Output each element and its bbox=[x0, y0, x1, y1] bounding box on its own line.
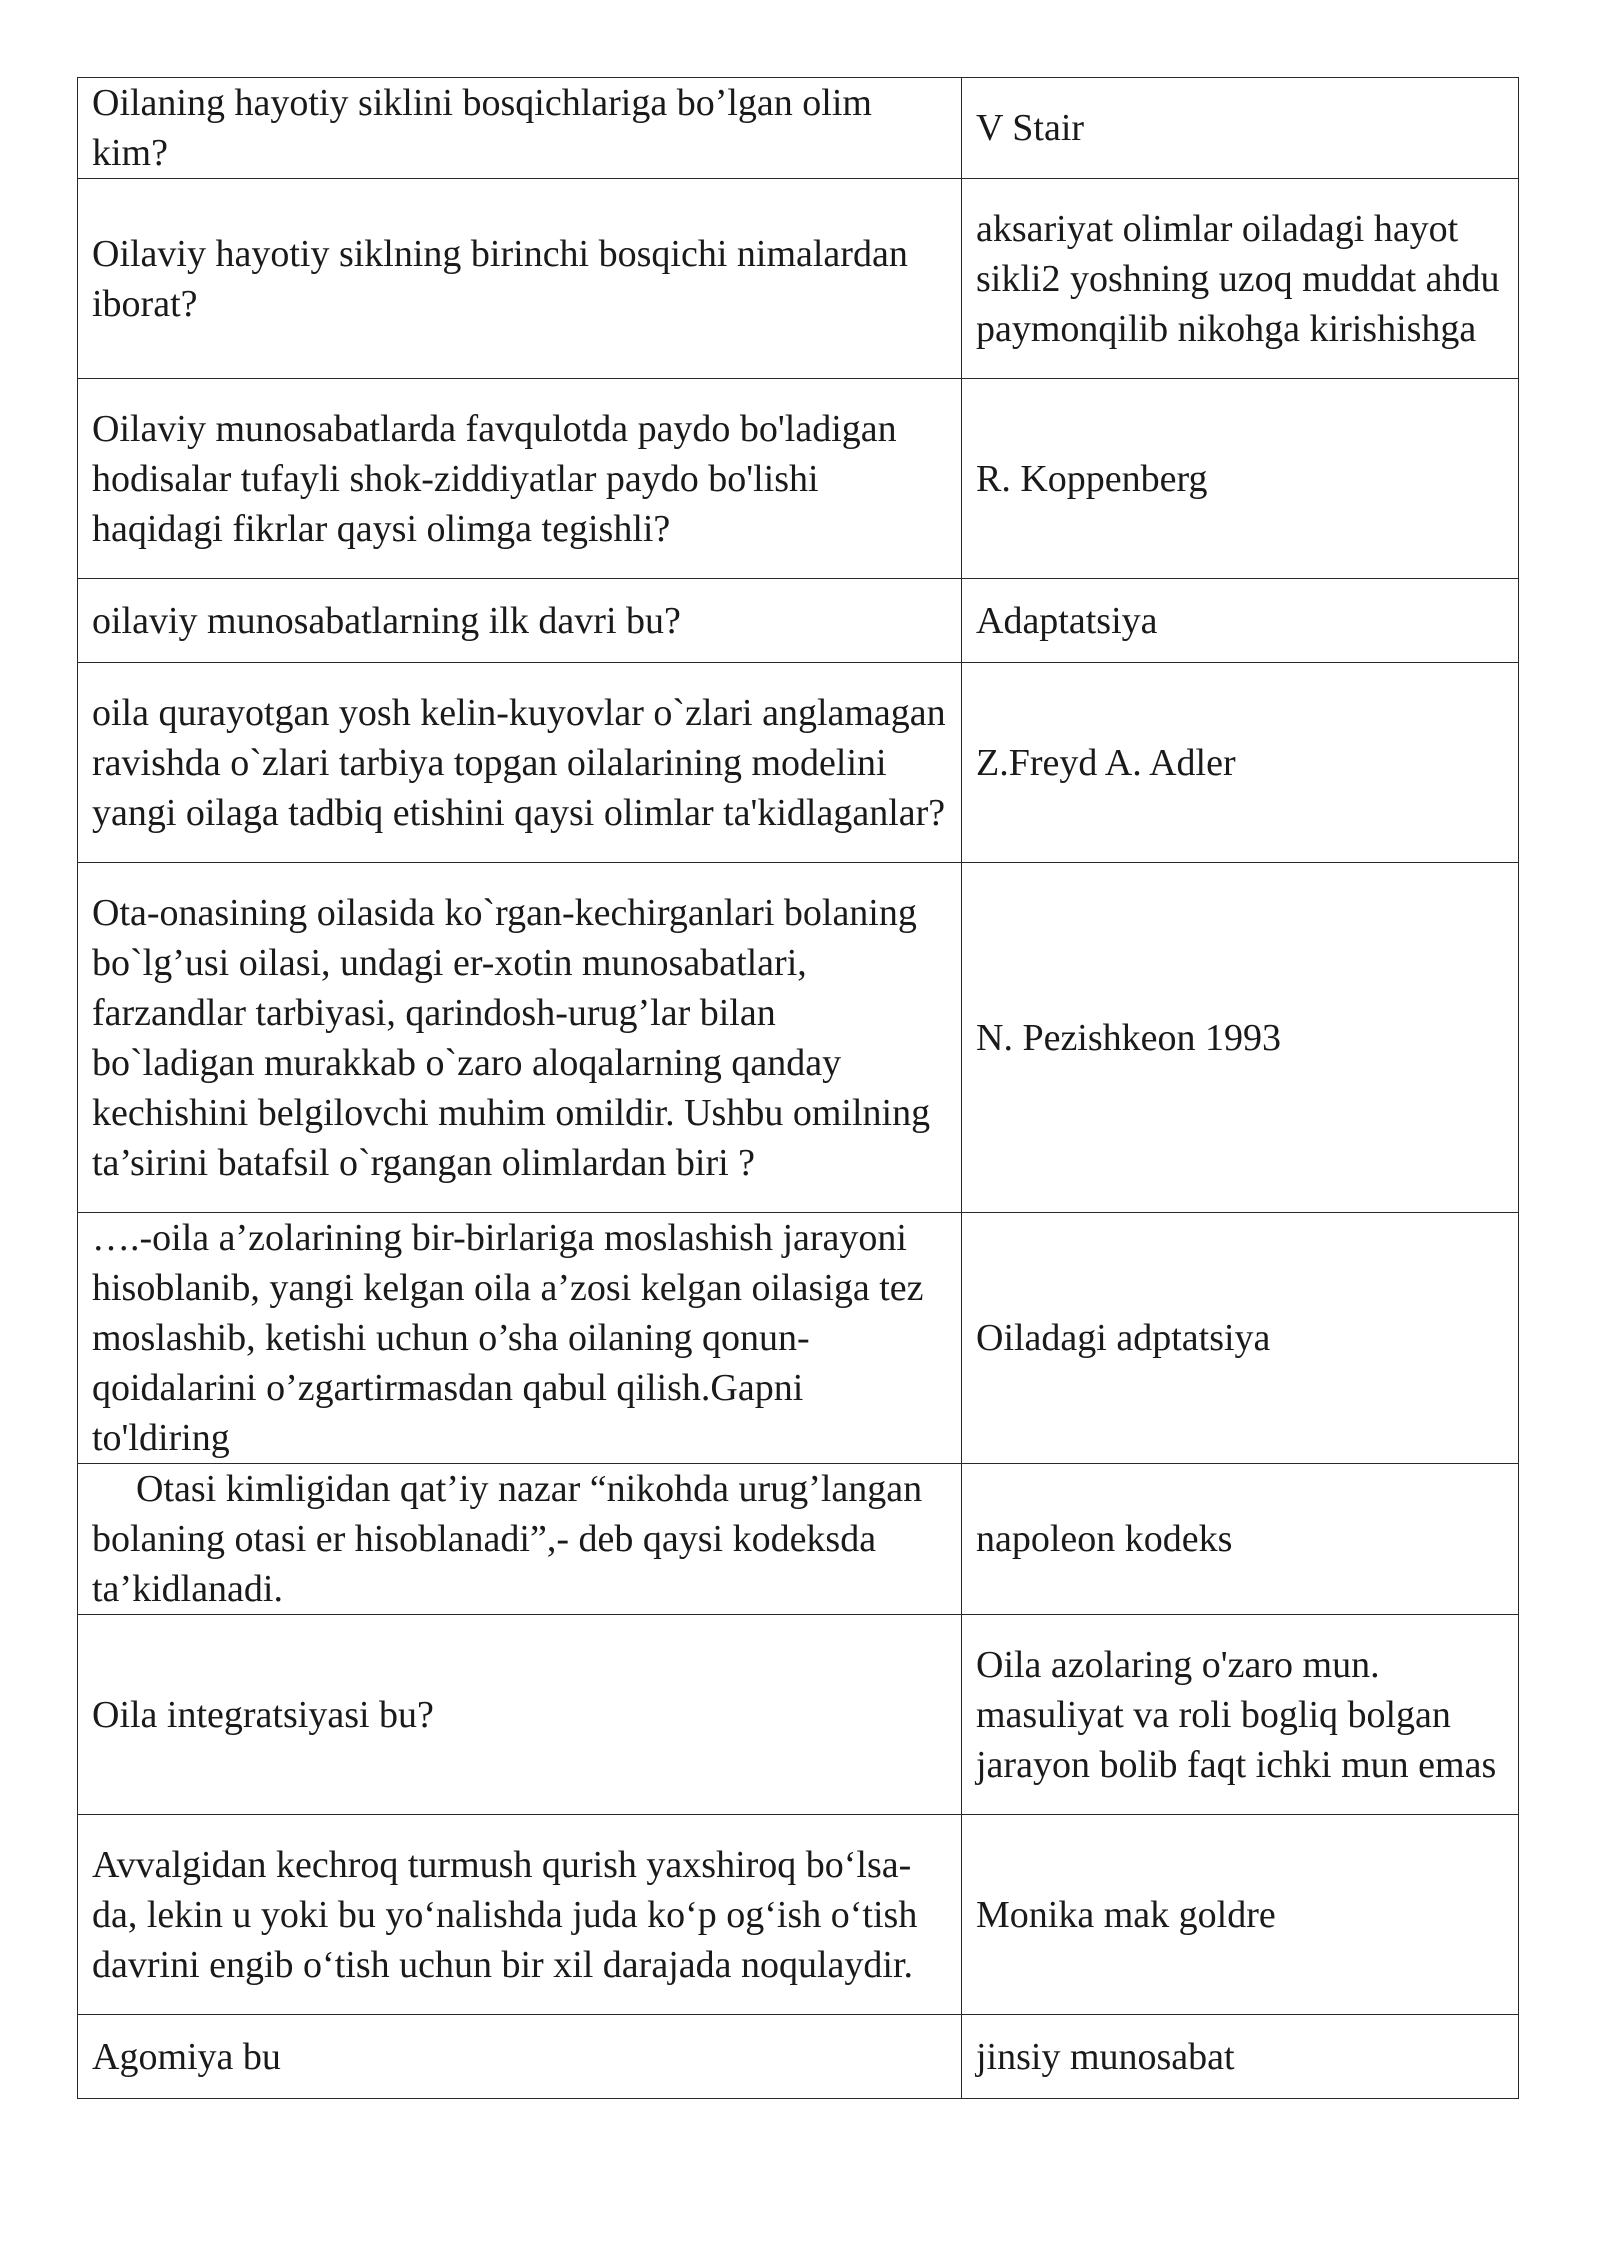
question-cell: Oilaviy munosabatlarda favqulotda paydo bo'ladigan hodisalar tufayli shok-ziddiyatlar paydo bo'lishi haqidagi fikrlar qaysi olimga tegishli? bbox=[78, 379, 962, 579]
table-row bbox=[78, 1615, 1519, 1815]
question-cell: oila qurayotgan yosh kelin-kuyovlar o`zlari anglamagan ravishda o`zlari tarbiya topgan oilalarining modelini yangi oilaga tadbiq etishini qaysi olimlar ta'kidlaganlar? bbox=[78, 663, 962, 863]
answer-cell: V Stair bbox=[962, 78, 1519, 179]
table-row bbox=[78, 379, 1519, 579]
question-cell: Otasi kimligidan qat’iy nazar “nikohda urug’langan bolaning otasi er hisoblanadi”,- deb qaysi kodeksda ta’kidlanadi. bbox=[78, 1464, 962, 1615]
answer-cell: napoleon kodeks bbox=[962, 1464, 1519, 1615]
table-row bbox=[78, 1464, 1519, 1615]
table-row bbox=[78, 179, 1519, 379]
question-cell: oilaviy munosabatlarning ilk davri bu? bbox=[78, 579, 962, 663]
table-row bbox=[78, 663, 1519, 863]
question-cell: Avvalgidan kechroq turmush qurish yaxshiroq bo‘lsa-da, lekin u yoki bu yo‘nalishda juda ko‘p og‘ish o‘tish davrini engib o‘tish uchun bir xil darajada noqulaydir. bbox=[78, 1815, 962, 2015]
answer-cell: Oiladagi adptatsiya bbox=[962, 1213, 1519, 1464]
question-cell: Oila integratsiyasi bu? bbox=[78, 1615, 962, 1815]
question-cell: ….-oila a’zolarining bir-birlariga moslashish jarayoni hisoblanib, yangi kelgan oila a’zosi kelgan oilasiga tez moslashib, ketishi uchun o’sha oilaning qonun-qoidalarini o’zgartirmasdan qabul qilish.Gapni to'ldiring bbox=[78, 1213, 962, 1464]
question-cell: Ota-onasining oilasida ko`rgan-kechirganlari bolaning bo`lg’usi oilasi, undagi er-xotin munosabatlari, farzandlar tarbiyasi, qarindosh-urug’lar bilan bo`ladigan murakkab o`zaro aloqalarning qanday kechishini belgilovchi muhim omildir. Ushbu omilning ta’sirini batafsil o`rgangan olimlardan biri ? bbox=[78, 863, 962, 1213]
table-row bbox=[78, 1815, 1519, 2015]
answer-cell: Monika mak goldre bbox=[962, 1815, 1519, 2015]
answer-cell: Adaptatsiya bbox=[962, 579, 1519, 663]
answer-cell: Z.Freyd A. Adler bbox=[962, 663, 1519, 863]
question-cell: Agomiya bu bbox=[78, 2015, 962, 2099]
answer-cell: R. Koppenberg bbox=[962, 379, 1519, 579]
answer-cell: Oila azolaring o'zaro mun. masuliyat va roli bogliq bolgan jarayon bolib faqt ichki mun emas bbox=[962, 1615, 1519, 1815]
table-row bbox=[78, 2015, 1519, 2099]
question-cell: Oilaviy hayotiy siklning birinchi bosqichi nimalardan iborat? bbox=[78, 179, 962, 379]
question-cell: Oilaning hayotiy siklini bosqichlariga bo’lgan olim kim? bbox=[78, 78, 962, 179]
table-row bbox=[78, 78, 1519, 179]
table-row bbox=[78, 863, 1519, 1213]
qa-table bbox=[77, 77, 1519, 2099]
answer-cell: jinsiy munosabat bbox=[962, 2015, 1519, 2099]
table-row bbox=[78, 1213, 1519, 1464]
answer-cell: aksariyat olimlar oiladagi hayot sikli2 yoshning uzoq muddat ahdu paymonqilib nikohga kirishishga bbox=[962, 179, 1519, 379]
answer-cell: N. Pezishkeon 1993 bbox=[962, 863, 1519, 1213]
table-row bbox=[78, 579, 1519, 663]
